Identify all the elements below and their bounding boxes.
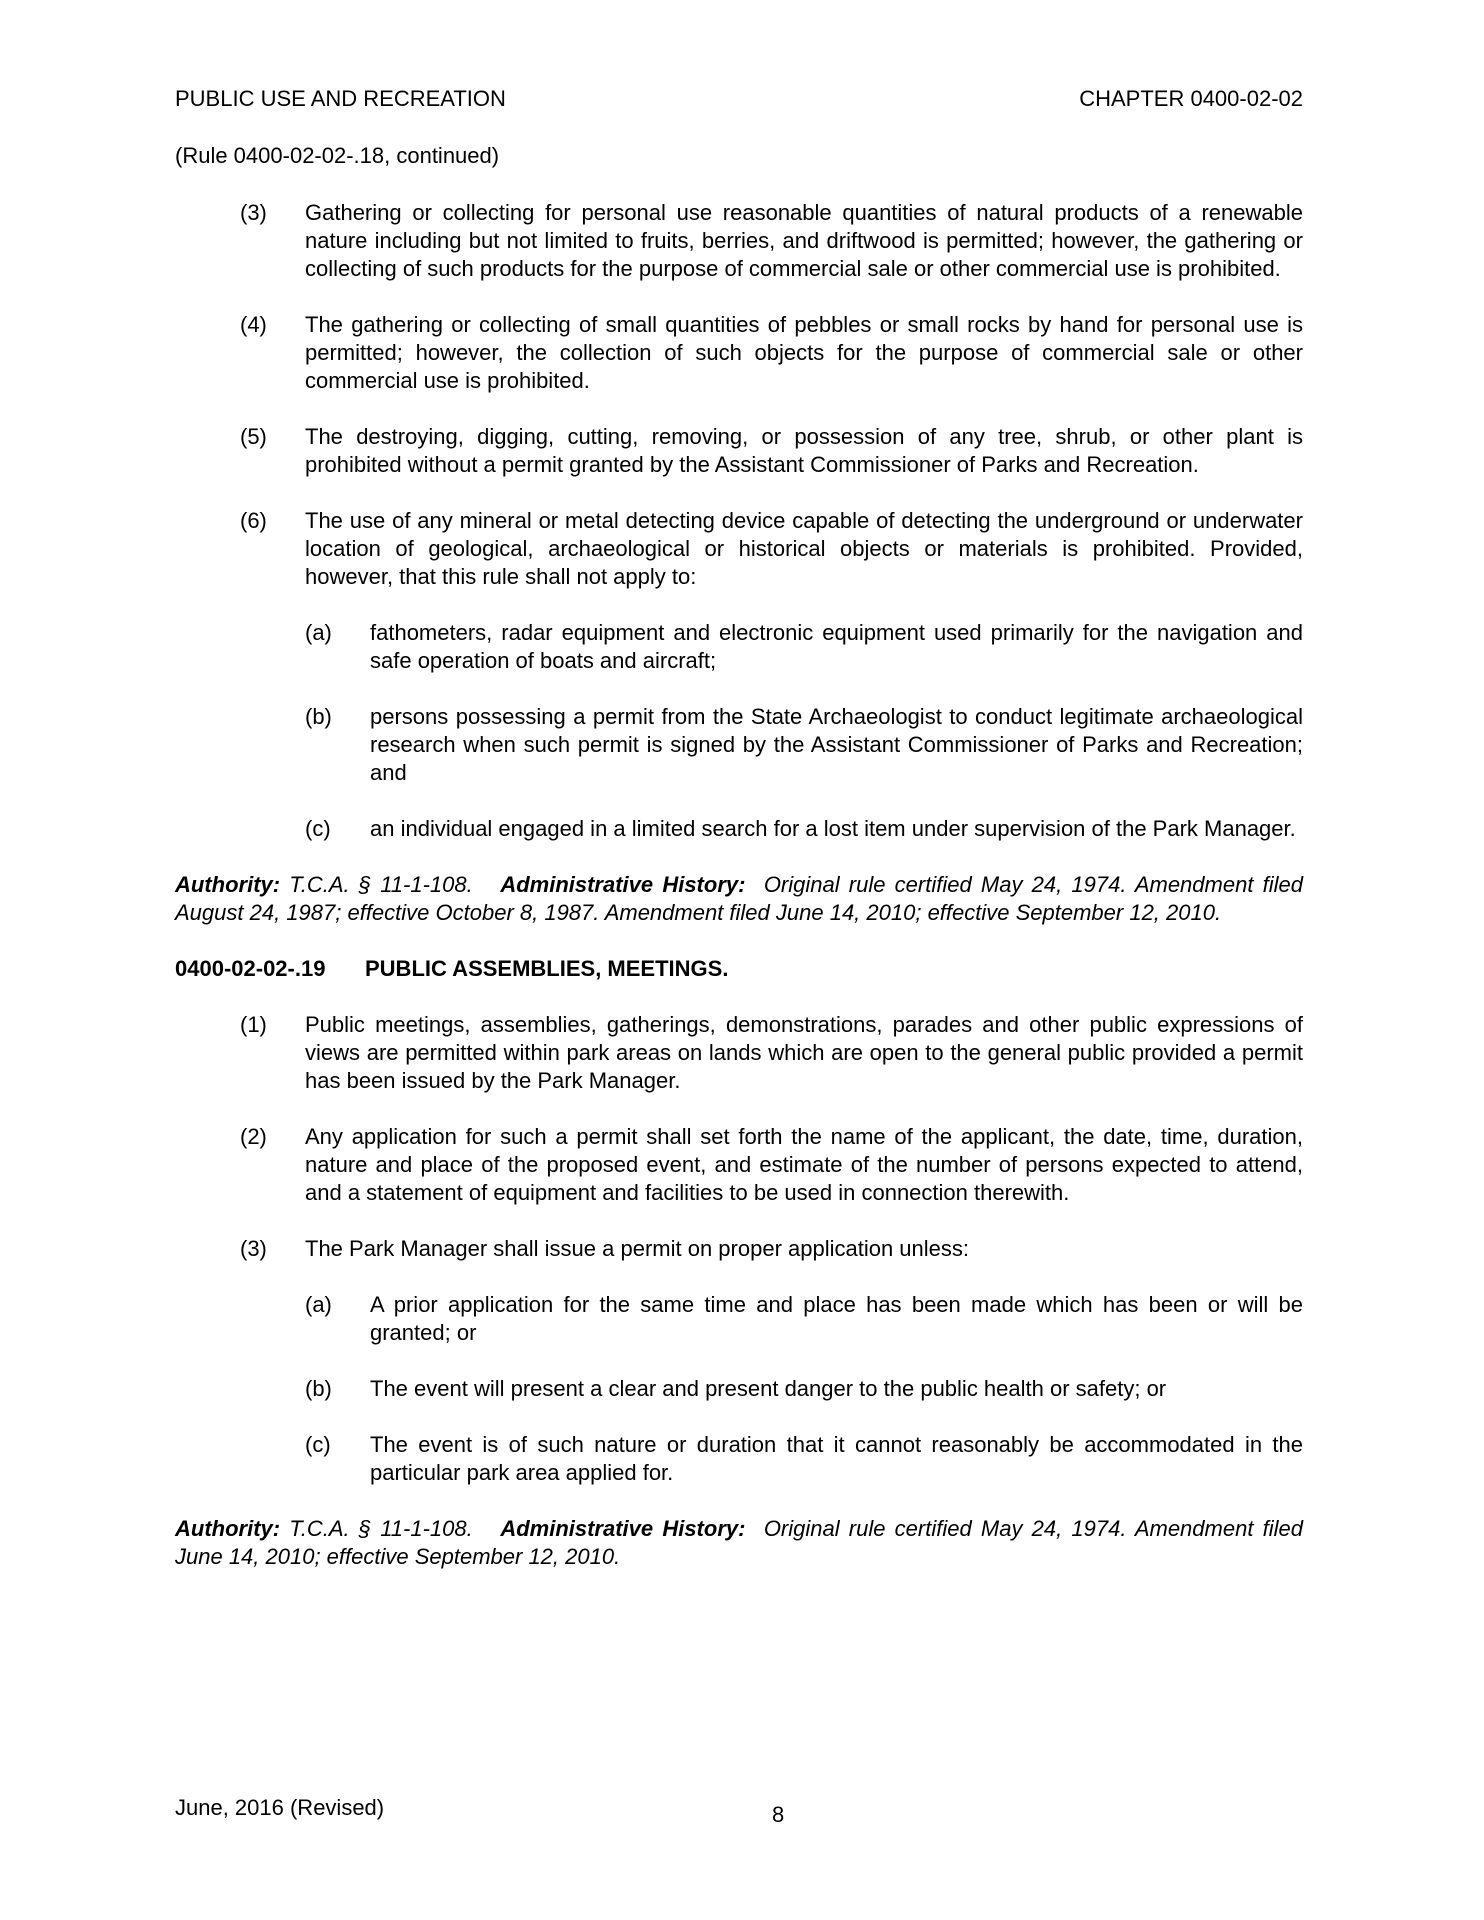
subitem-text: fathometers, radar equipment and electronic equipment used primarily for the navigation and safe operation of boats and aircraft; [370,620,1303,673]
subitem-letter: (b) [305,1376,332,1401]
rule18-authority [175,871,1303,927]
authority-cite: T.C.A. § 11-1-108. [289,1516,473,1541]
item-number: (5) [240,424,267,449]
subitem-text: The event will present a clear and present danger to the public health or safety; or [370,1376,1167,1401]
sec19-item-3 [240,1235,1303,1263]
header-left: PUBLIC USE AND RECREATION [175,86,506,111]
document-page [175,0,1303,1920]
rule18-item-6 [240,507,1303,591]
item-number: (4) [240,312,267,337]
sec19-item-1 [240,1011,1303,1095]
item-number: (3) [240,200,267,225]
history-label: Administrative History: [500,872,746,897]
continued-note: (Rule 0400-02-02-.18, continued) [175,143,500,168]
subitem-text: A prior application for the same time and place has been made which has been or will be granted; or [370,1292,1303,1345]
rule18-subitem-c [305,815,1303,843]
subitem-letter: (c) [305,1432,331,1457]
footer-date: June, 2016 (Revised) [175,1795,385,1820]
item-text: The Park Manager shall issue a permit on proper application unless: [305,1236,970,1261]
history-text: Original rule certified May 24, 1974. Amendment filed August 24, 1987; effective October 8, 1987. Amendment filed June 14, 2010; effective September 12, 2010. [175,872,1303,925]
item-text: The destroying, digging, cutting, removing, or possession of any tree, shrub, or other plant is prohibited without a permit granted by the Assistant Commissioner of Parks and Recreation. [305,424,1303,477]
subitem-letter: (c) [305,816,331,841]
subitem-text: an individual engaged in a limited search for a lost item under supervision of the Park Manager. [370,816,1296,841]
rule18-subitem-b [305,703,1303,787]
history-label: Administrative History: [500,1516,746,1541]
item-text: Gathering or collecting for personal use reasonable quantities of natural products of a renewable nature including but not limited to fruits, berries, and driftwood is permitted; however, the gathering or collecting of such products for the purpose of commercial sale or other commercial use is prohibited. [305,200,1303,281]
authority-label: Authority: [175,872,281,897]
header-right: CHAPTER 0400-02-02 [1079,86,1303,111]
rule18-item-5 [240,423,1303,479]
sec19-subitem-b [305,1375,1303,1403]
item-text: The use of any mineral or metal detecting device capable of detecting the underground or underwater location of geological, archaeological or historical objects or materials is prohibited. Provided, however, that this rule shall not apply to: [305,508,1303,589]
section-title: PUBLIC ASSEMBLIES, MEETINGS. [365,956,729,981]
rule18-item-3 [240,199,1303,283]
item-text: Public meetings, assemblies, gatherings, demonstrations, parades and other public expressions of views are permitted within park areas on lands which are open to the general public provided a permit has been issued by the Park Manager. [305,1012,1303,1093]
subitem-text: persons possessing a permit from the State Archaeologist to conduct legitimate archaeological research when such permit is signed by the Assistant Commissioner of Parks and Recreation; and [370,704,1303,785]
sec19-subitem-c [305,1431,1303,1487]
history-text: Original rule certified May 24, 1974. Amendment filed June 14, 2010; effective September 12, 2010. [175,1516,1303,1569]
sec19-item-2 [240,1123,1303,1207]
item-number: (3) [240,1236,267,1261]
subitem-text: The event is of such nature or duration that it cannot reasonably be accommodated in the particular park area applied for. [370,1432,1303,1485]
item-text: The gathering or collecting of small quantities of pebbles or small rocks by hand for personal use is permitted; however, the collection of such objects for the purpose of commercial sale or other commercial use is prohibited. [305,312,1303,393]
document-body [175,199,1303,1599]
item-number: (6) [240,508,267,533]
sec19-subitem-a [305,1291,1303,1347]
item-number: (2) [240,1124,267,1149]
authority-label: Authority: [175,1516,281,1541]
page-number: 8 [772,1802,785,1827]
section-number: 0400-02-02-.19 [175,956,326,981]
rule18-subitem-a [305,619,1303,675]
authority-cite: T.C.A. § 11-1-108. [289,872,473,897]
page-header [175,86,1303,116]
subitem-letter: (a) [305,620,332,645]
subitem-letter: (b) [305,704,332,729]
item-number: (1) [240,1012,267,1037]
section-heading [175,955,1303,983]
item-text: Any application for such a permit shall set forth the name of the applicant, the date, time, duration, nature and place of the proposed event, and estimate of the number of persons expected to attend, and a statement of equipment and facilities to be used in connection therewith. [305,1124,1303,1205]
sec19-authority [175,1515,1303,1571]
subitem-letter: (a) [305,1292,332,1317]
rule18-item-4 [240,311,1303,395]
